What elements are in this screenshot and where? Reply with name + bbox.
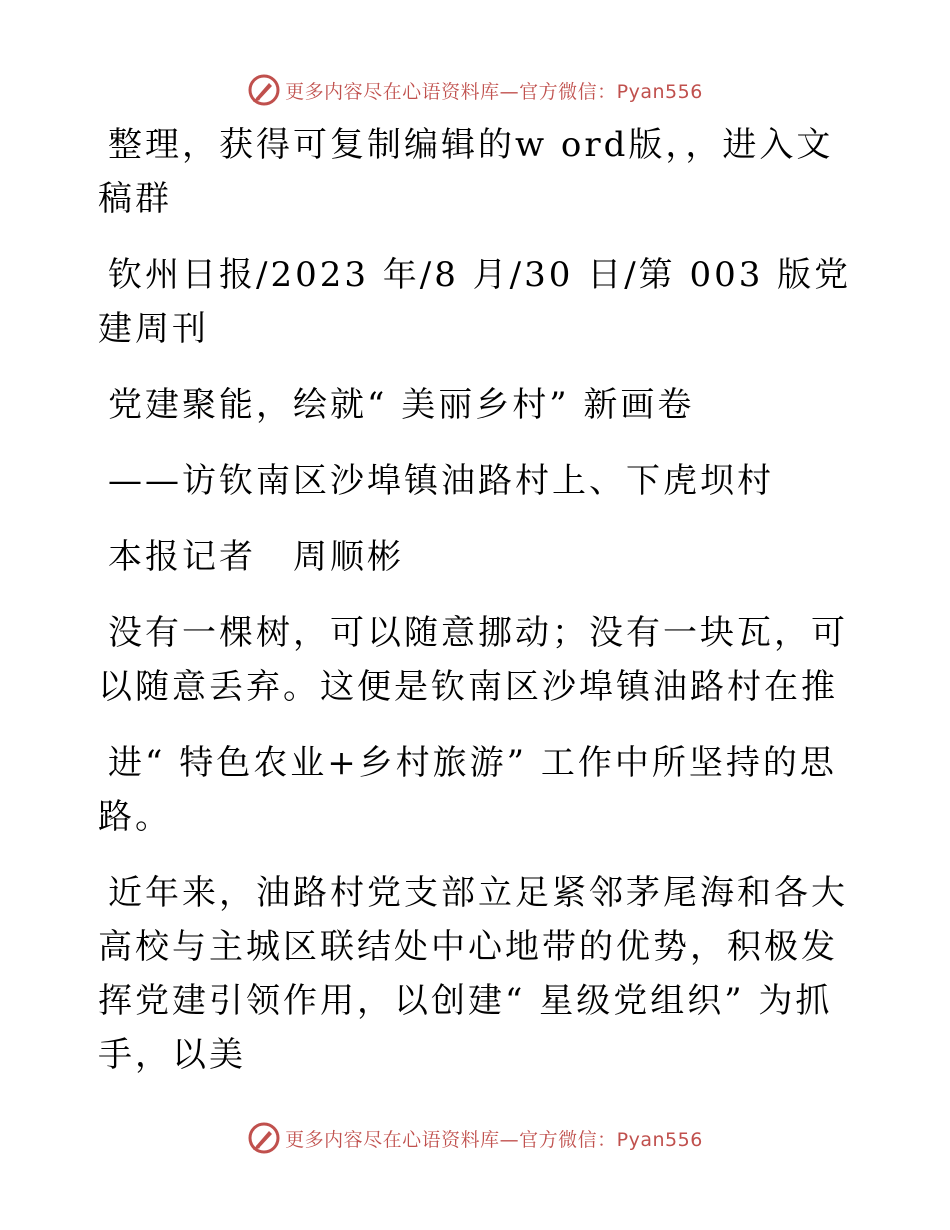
paragraph-8: 近年来，油路村党支部立足紧邻茅尾海和各大高校与主城区联结处中心地带的优势，积极发挥党建引领作用，以创建“ 星级党组织” 为抓手，以美 [98, 873, 848, 1075]
paragraph-2: 钦州日报/2023 年/8 月/30 日/第 003 版党建周刊 [98, 255, 852, 349]
paragraph-6: 没有一棵树，可以随意挪动；没有一块瓦，可以随意丢弃。这便是钦南区沙埠镇油路村在推 [98, 613, 848, 707]
page-footer [0, 1118, 950, 1158]
pen-circle-logo-icon [247, 73, 281, 107]
document-body [98, 118, 858, 1104]
footer-banner [247, 1121, 703, 1155]
footer-banner-text: 更多内容尽在心语资料库—官方微信：Pyan556 [285, 1128, 703, 1151]
page-header [0, 70, 950, 110]
paragraph-4: ——访钦南区沙埠镇油路村上、下虎坝村 [108, 461, 774, 501]
paragraph-5: 本报记者 周顺彬 [108, 537, 404, 577]
paragraph-1: 整理，获得可复制编辑的w ord版，，进入文稿群 [98, 125, 834, 219]
paragraph-3: 党建聚能，绘就“ 美丽乡村” 新画卷 [108, 385, 695, 425]
header-banner [247, 73, 703, 107]
header-banner-text: 更多内容尽在心语资料库—官方微信：Pyan556 [285, 80, 703, 103]
pen-circle-logo-icon [247, 1121, 281, 1155]
paragraph-7: 进“ 特色农业+乡村旅游” 工作中所坚持的思路。 [98, 743, 837, 837]
